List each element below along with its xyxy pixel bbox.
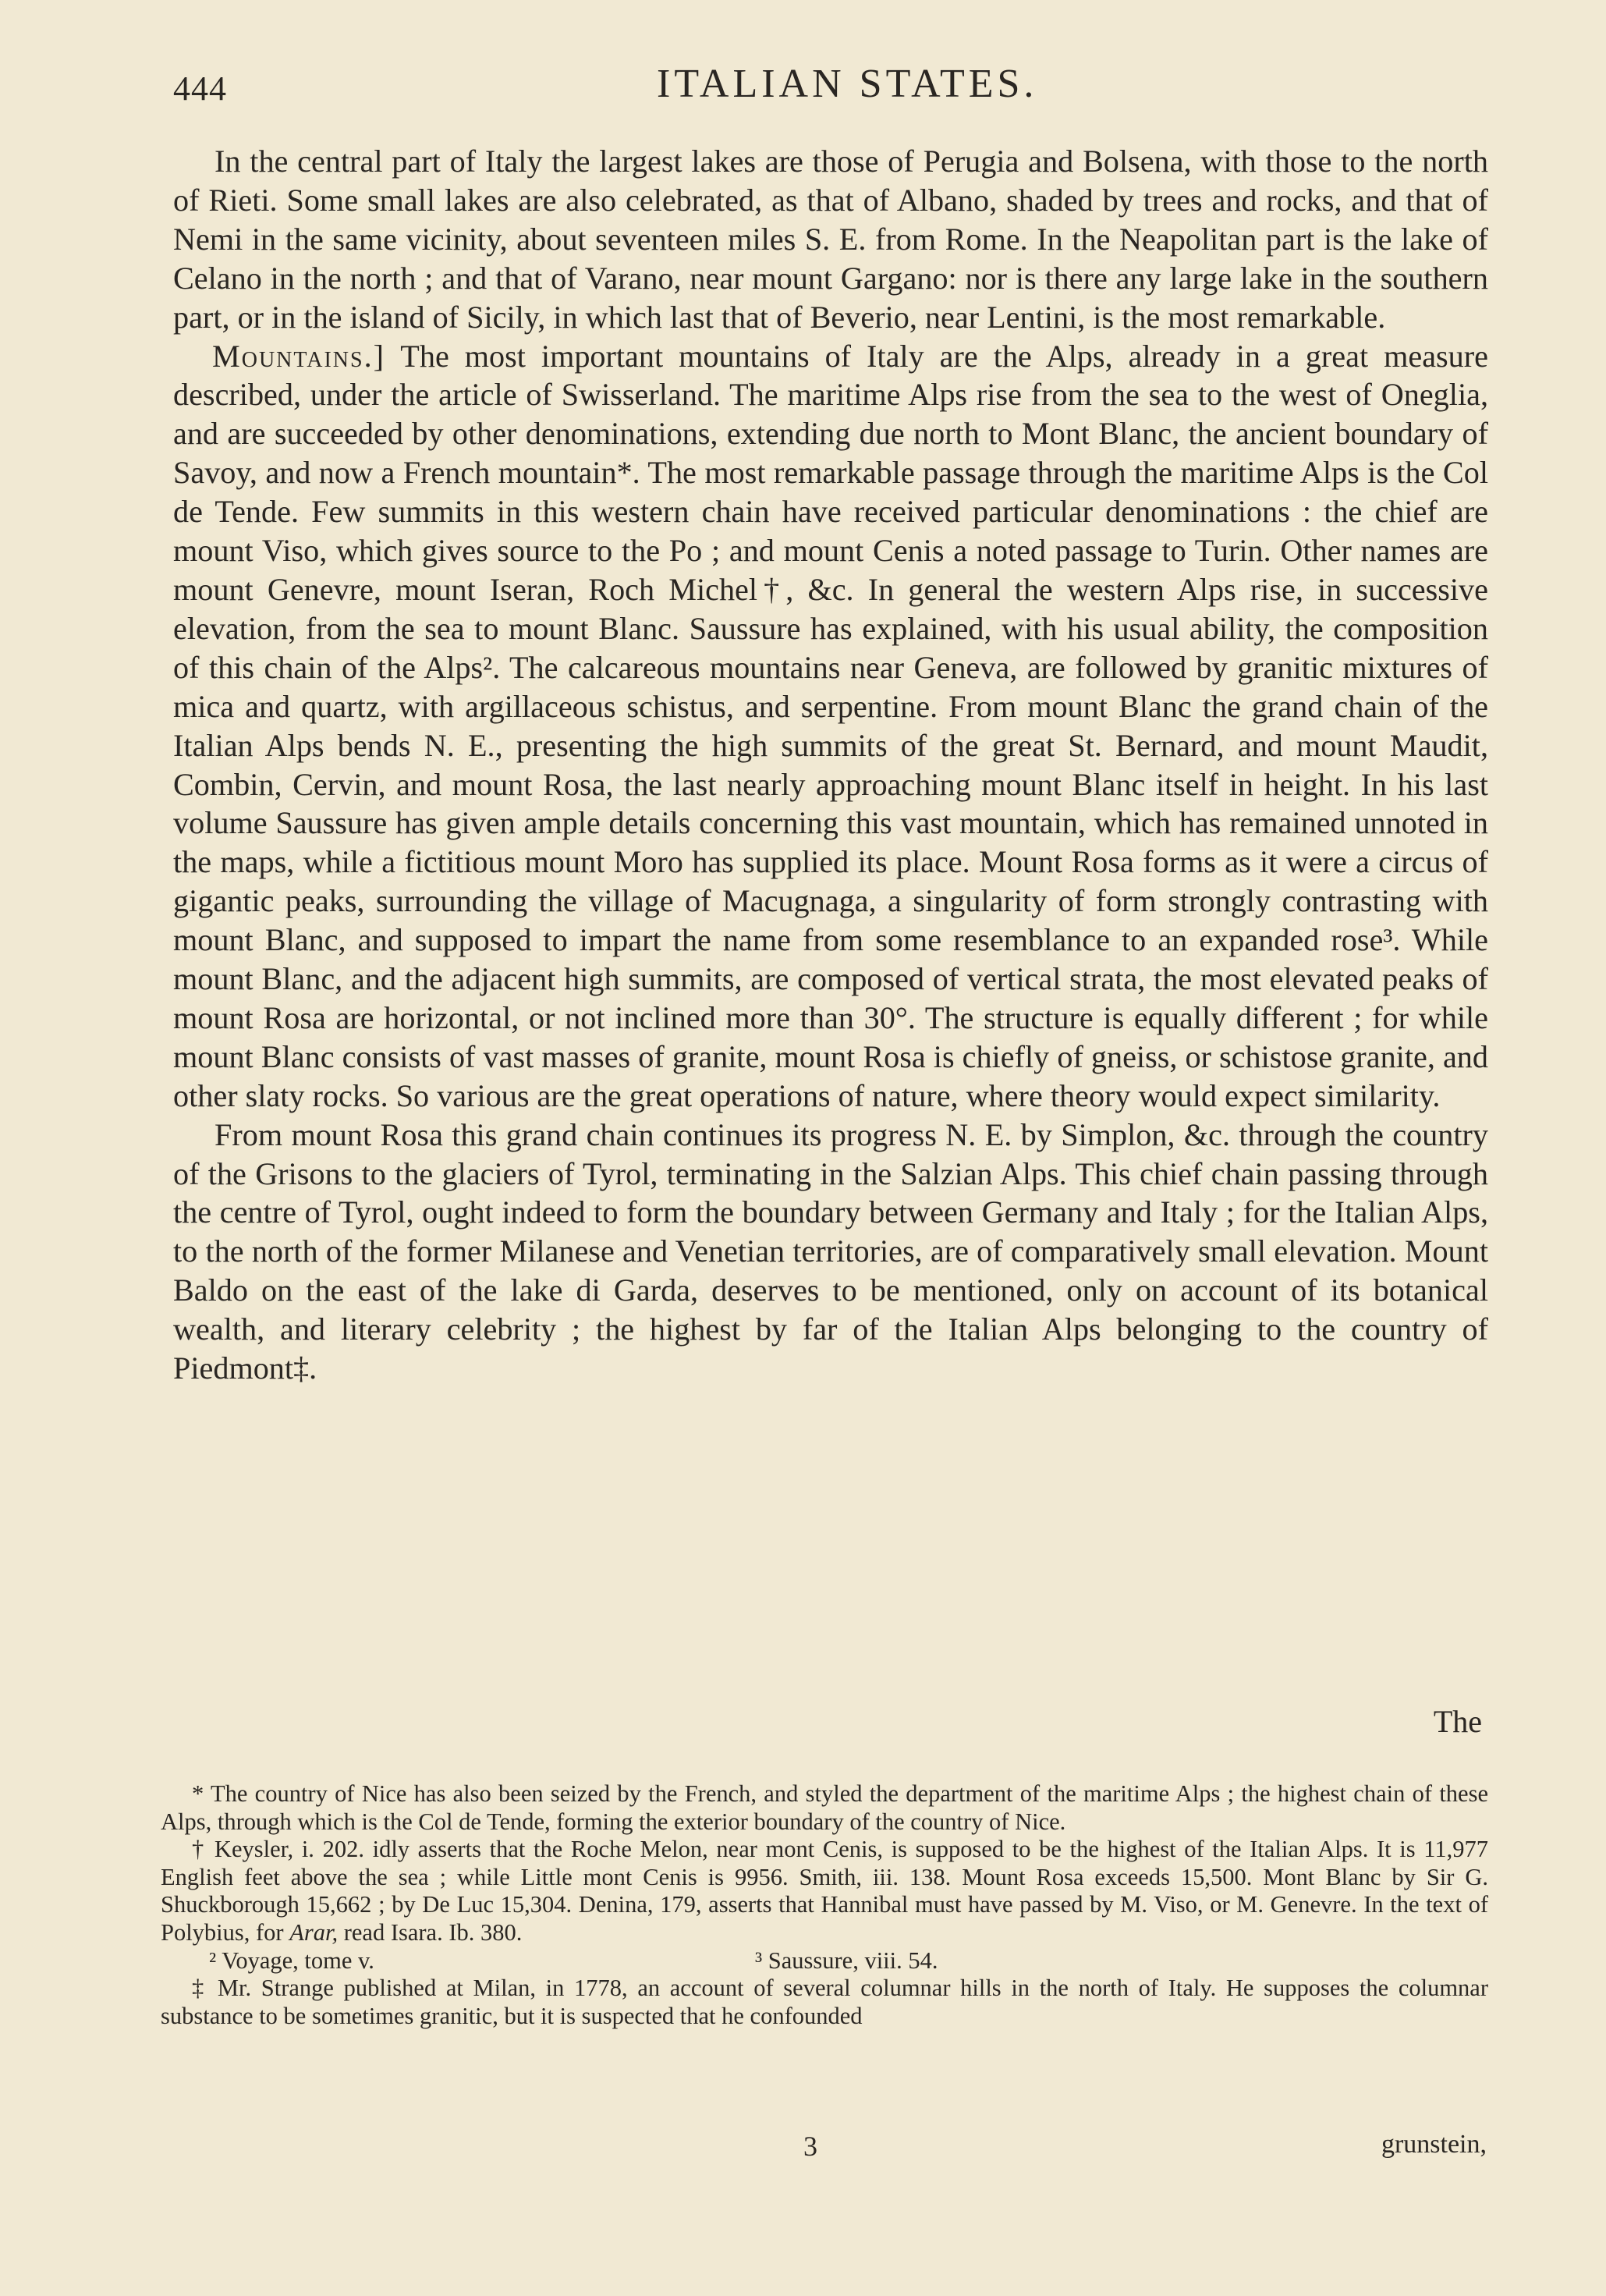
page-header [173, 61, 1606, 115]
footnote-3: ³ Saussure, viii. 54. [755, 1946, 938, 1974]
footnote-row-numbered [161, 1947, 1488, 1975]
footnote-star: * The country of Nice has also been seized by the French, and styled the department of the maritime Alps ; the highest chain of these Alps, through which is the Col de Tende, forming the exterior boundary of the country of Nice. [161, 1780, 1488, 1835]
running-title: ITALIAN STATES. [657, 62, 1038, 106]
paragraph-mountains [173, 337, 1488, 1116]
footnote-catchword: grunstein, [1381, 2130, 1487, 2159]
footnote-dagger-italic: Arar, [289, 1918, 339, 1946]
footnote-double-dagger: ‡ Mr. Strange published at Milan, in 1778, an account of several columnar hills in the north of Italy. He supposes the columnar substance to be sometimes granitic, but it is suspected that he confounded [161, 1975, 1488, 2029]
footnote-dagger-end: read Isara. Ib. 380. [338, 1918, 523, 1946]
section-heading-mountains: Mountains.] [212, 338, 386, 374]
paragraph-lakes: In the central part of Italy the largest lakes are those of Perugia and Bolsena, with those to the north of Rieti. Some small lakes are also celebrated, as that of Albano, shaded by trees and rocks, and that of Nemi in the same vicinity, about seventeen miles S. E. from Rome. In the Neapolitan part is the lake of Celano in the north ; and that of Varano, near mount Gargano: nor is there any large lake in the southern part, or in the island of Sicily, in which last that of Beverio, near Lentini, is the most remarkable. [173, 144, 1488, 335]
main-text [173, 142, 1488, 1388]
footnote-dagger [161, 1836, 1488, 1946]
paragraph-mount-rosa: From mount Rosa this grand chain continues its progress N. E. by Simplon, &c. through the country of the Grisons to the glaciers of Tyrol, terminating in the Salzian Alps. This chief chain passing through the centre of Tyrol, ought indeed to form the boundary between Germany and Italy ; for the Italian Alps, to the north of the former Milanese and Venetian territories, are of comparatively small elevation. Mount Baldo on the east of the lake di Garda, deserves to be mentioned, only on account of its botanical wealth, and literary celebrity ; the highest by far of the Italian Alps belonging to the country of Piedmont‡. [173, 1116, 1488, 1386]
paragraph-mountains-text: The most important mountains of Italy are the Alps, already in a great measure described, under the article of Swisserland. The maritime Alps rise from the sea to the west of Oneglia, and are succeeded by other denominations, extending due north to Mont Blanc, the ancient boundary of Savoy, and now a French mountain*. The most remarkable passage through the maritime Alps is the Col de Tende. Few summits in this western chain have received particular denominations : the chief are mount Viso, which gives source to the Po ; and mount Cenis a noted passage to Turin. Other names are mount Genevre, mount Iseran, Roch Michel†, &c. In general the western Alps rise, in successive elevation, from the sea to mount Blanc. Saussure has explained, with his usual ability, the composition of this chain of the Alps². The calcareous mountains near Geneva, are followed by granitic mixtures of mica and quartz, with argillaceous schistus, and serpentine. From mount Blanc the grand chain of the Italian Alps bends N. E., presenting the high summits of the great St. Bernard, and mount Maudit, Combin, Cervin, and mount Rosa, the last nearly approaching mount Blanc itself in height. In his last volume Saussure has given ample details concerning this vast mountain, which has remained unnoted in the maps, while a fictitious mount Moro has supplied its place. Mount Rosa forms as it were a circus of gigantic peaks, surrounding the village of Macugnaga, a singularity of form strongly contrasting with mount Blanc, and supposed to impart the name from some resemblance to an expanded rose³. While mount Blanc, and the adjacent high summits, are composed of vertical strata, the most elevated peaks of mount Rosa are horizontal, or not inclined more than 30°. The structure is equally different ; for while mount Blanc consists of vast masses of granite, mount Rosa is chiefly of gneiss, or schistose granite, and other slaty rocks. So various are the great operations of nature, where theory would expect similarity. [173, 338, 1488, 1113]
catchword: The [1433, 1704, 1482, 1739]
footnote-dagger-text: † Keysler, i. 202. idly asserts that the Roche Melon, near mont Cenis, is supposed to be the highest of the Italian Alps. It is 11,977 English feet above the sea ; while Little mont Cenis is 9956. Smith, iii. 138. Mount Rosa exceeds 15,500. Mont Blanc by Sir G. Shuckborough 15,662 ; by De Luc 15,304. Denina, 179, asserts that Hannibal must have passed by M. Viso, or M. Genevre. In the text of Polybius, for [161, 1836, 1488, 1946]
footnote-2: ² Voyage, tome v. [209, 1946, 374, 1974]
footnotes [161, 1780, 1488, 2030]
signature-mark: 3 [803, 2131, 817, 2162]
page-number: 444 [173, 69, 227, 108]
